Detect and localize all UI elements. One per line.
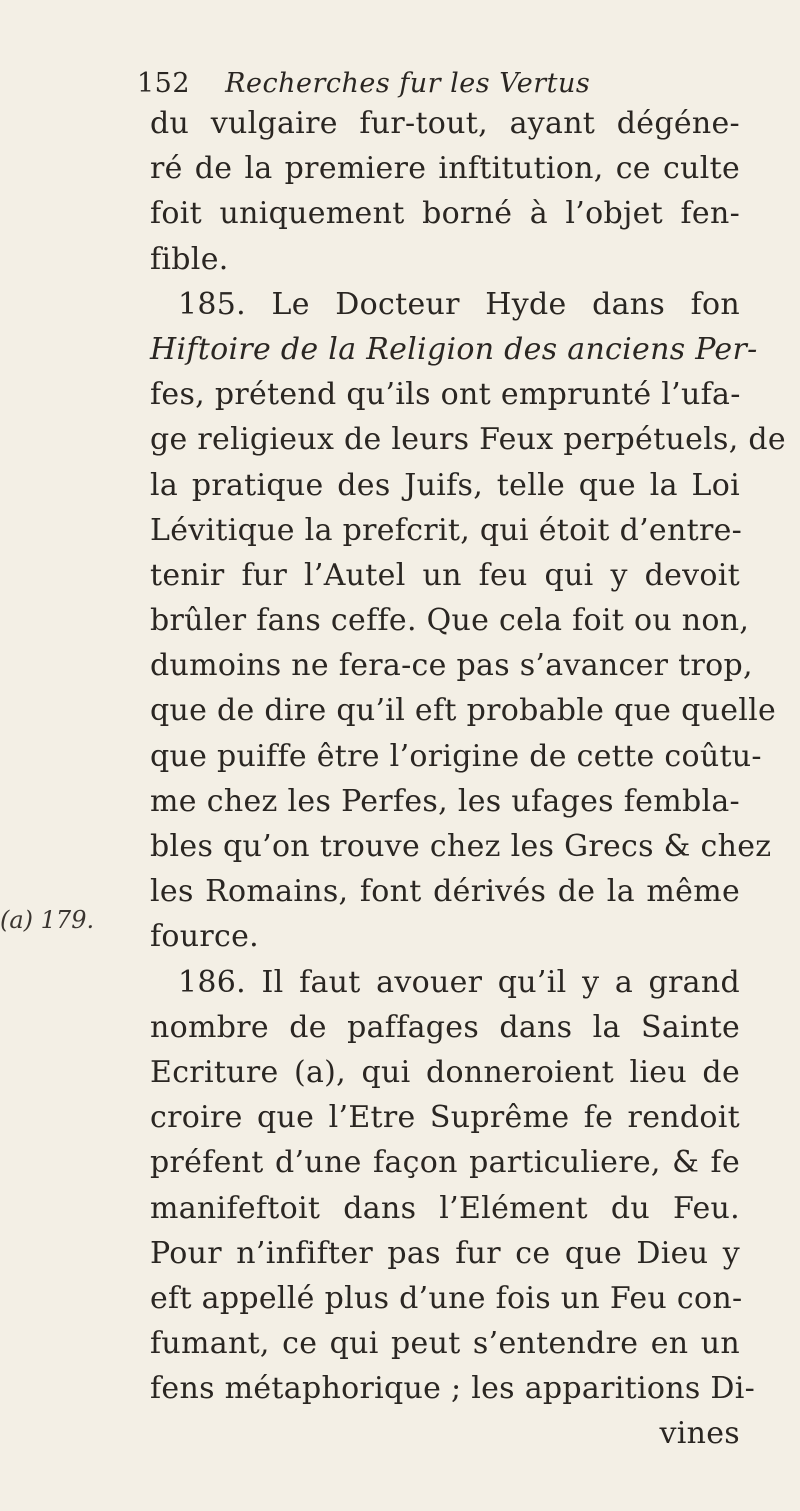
text-line: ge religieux de leurs Feux perpétuels, de <box>150 422 786 458</box>
text-line: ré de la premiere inftitution, ce culte <box>150 151 740 187</box>
text-line: croire que l’Etre Suprême fe rendoit <box>150 1100 740 1136</box>
text-line: foit uniquement borné à l’objet fen- <box>150 196 740 232</box>
text-line: Pour n’infifter pas fur ce que Dieu y <box>150 1235 740 1271</box>
running-title: Recherches fur les Vertus <box>225 68 591 99</box>
text-line: manifeftoit dans l’Elément du Feu. <box>150 1190 740 1226</box>
text-line: que de dire qu’il eft probable que quelle <box>150 693 777 729</box>
text-line: les Romains, font dérivés de la même <box>150 874 740 910</box>
text-line: eft appellé plus d’une fois un Feu con- <box>150 1280 743 1316</box>
text-line: fible. <box>150 241 229 277</box>
margin-note: (a) 179. <box>0 906 95 934</box>
text-line: la pratique des Juifs, telle que la Loi <box>150 467 740 503</box>
page-number: 152 <box>137 68 191 99</box>
text-line: dumoins ne fera-ce pas s’avancer trop, <box>150 648 753 684</box>
text-line: fes, prétend qu’ils ont emprunté l’ufa- <box>150 377 741 413</box>
paragraph-185-start: 185. Le Docteur Hyde dans fon <box>178 286 740 322</box>
catchword: vines <box>659 1416 740 1452</box>
text-line: bles qu’on trouve chez les Grecs & chez <box>150 829 772 864</box>
text-line: préfent d’une façon particuliere, & fe <box>150 1145 740 1181</box>
paragraph-186-start: 186. Il faut avouer qu’il y a grand <box>178 964 740 1000</box>
text-line: du vulgaire fur-tout, ayant dégéne- <box>150 106 740 141</box>
running-head <box>137 66 590 102</box>
text-line: me chez les Perfes, les ufages fembla- <box>150 783 740 819</box>
text-line: nombre de paffages dans la Sainte <box>150 1009 740 1045</box>
text-line: Lévitique la prefcrit, qui étoit d’entre- <box>150 512 743 548</box>
text-line: fens métaphorique ; les apparitions Di- <box>150 1371 756 1407</box>
text-line: Ecriture (a), qui donneroient lieu de <box>150 1054 740 1090</box>
text-line: Hiftoire de la Religion des anciens Per- <box>150 331 758 367</box>
text-line: fumant, ce qui peut s’entendre en un <box>150 1326 740 1362</box>
text-line: brûler fans ceffe. Que cela foit ou non, <box>150 603 750 639</box>
text-line: fource. <box>150 919 260 955</box>
text-line: que puiffe être l’origine de cette coûtu- <box>150 738 762 774</box>
body-text <box>150 101 786 1457</box>
text-line: tenir fur l’Autel un feu qui y devoit <box>150 557 740 593</box>
